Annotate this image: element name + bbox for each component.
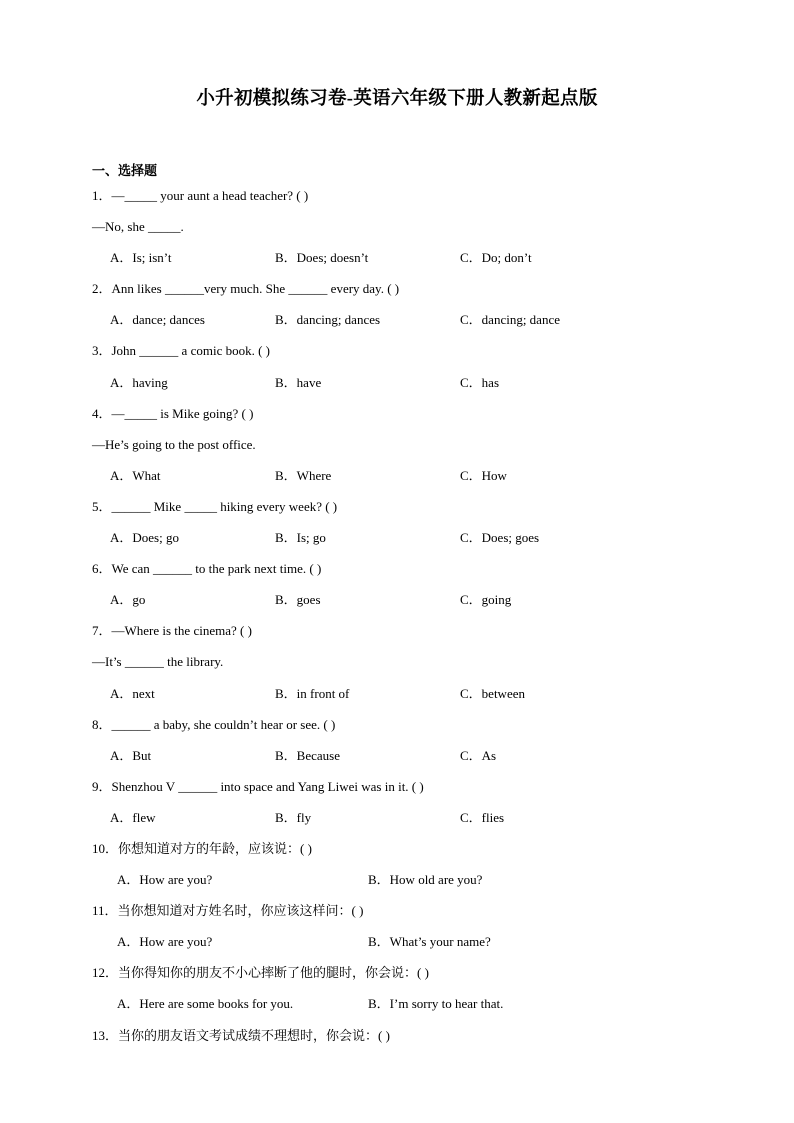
question-item: [0, 180, 794, 273]
question-item: [0, 1020, 794, 1051]
question-stem: 3．John ______ a comic book. ( ): [92, 343, 271, 359]
question-item: [0, 615, 794, 708]
question-list: [0, 180, 794, 1051]
option-a: A．What: [110, 467, 161, 483]
question-stem: 13．当你的朋友语文考试成绩不理想时，你会说：( ): [92, 1027, 390, 1043]
option-b: B．fly: [275, 809, 312, 825]
option-a: A．How are you?: [117, 934, 213, 950]
question-item: [0, 895, 794, 957]
option-c: C．As: [460, 747, 497, 763]
question-item: [0, 957, 794, 1019]
options-row: [0, 864, 794, 895]
option-b: B．I’m sorry to hear that.: [368, 996, 504, 1012]
question-item: [0, 553, 794, 615]
option-b: B．have: [275, 374, 322, 390]
question-stem: 6．We can ______ to the park next time. ( ): [92, 561, 322, 577]
question-stem: 7．—Where is the cinema? ( ): [92, 623, 252, 639]
question-item: [0, 335, 794, 397]
options-row: [0, 242, 794, 273]
options-row: [0, 584, 794, 615]
option-c: C．dancing; dance: [460, 312, 560, 328]
question-item: [0, 273, 794, 335]
option-b: B．Because: [275, 747, 340, 763]
option-a: A．Does; go: [110, 530, 179, 546]
option-a: A．But: [110, 747, 152, 763]
option-b: B．Is; go: [275, 530, 326, 546]
option-b: B．Does; doesn’t: [275, 250, 369, 266]
question-answer-line: —He’s going to the post office.: [92, 436, 256, 452]
question-stem: 5．______ Mike _____ hiking every week? ( ): [92, 498, 338, 514]
section-heading: 一、选择题: [92, 163, 158, 178]
question-stem: 4．—_____ is Mike going? ( ): [92, 405, 254, 421]
option-c: C．How: [460, 467, 507, 483]
options-row: [0, 522, 794, 553]
question-answer-line: —It’s ______ the library.: [92, 654, 224, 670]
option-c: C．flies: [460, 809, 505, 825]
question-stem: 10．你想知道对方的年龄，应该说：( ): [92, 840, 312, 856]
options-row: [0, 367, 794, 398]
option-b: B．goes: [275, 592, 321, 608]
options-row: [0, 802, 794, 833]
options-row: [0, 926, 794, 957]
option-a: A．Here are some books for you.: [117, 996, 294, 1012]
question-stem: 11．当你想知道对方姓名时，你应该这样问：( ): [92, 903, 364, 919]
option-b: B．in front of: [275, 685, 350, 701]
question-stem: 2．Ann likes ______very much. She ______ every day. ( ): [92, 281, 400, 297]
options-row: [0, 678, 794, 709]
question-stem: 9．Shenzhou V ______ into space and Yang Liwei was in it. ( ): [92, 778, 424, 794]
option-b: B．What’s your name?: [368, 934, 491, 950]
options-row: [0, 740, 794, 771]
option-a: A．flew: [110, 809, 156, 825]
option-c: C．has: [460, 374, 500, 390]
options-row: [0, 304, 794, 335]
option-c: C．going: [460, 592, 512, 608]
option-a: A．having: [110, 374, 168, 390]
option-a: A．next: [110, 685, 155, 701]
question-item: [0, 491, 794, 553]
option-b: B．Where: [275, 467, 332, 483]
question-item: [0, 771, 794, 833]
option-a: A．dance; dances: [110, 312, 205, 328]
question-answer-line: —No, she _____.: [92, 219, 184, 235]
option-c: C．between: [460, 685, 525, 701]
option-a: A．Is; isn’t: [110, 250, 172, 266]
question-stem: 1．—_____ your aunt a head teacher? ( ): [92, 188, 309, 203]
question-stem: 12．当你得知你的朋友不小心摔断了他的腿时，你会说：( ): [92, 965, 429, 981]
option-c: C．Does; goes: [460, 530, 540, 546]
option-b: B．dancing; dances: [275, 312, 381, 328]
option-a: A．How are you?: [117, 872, 213, 888]
question-stem: 8．______ a baby, she couldn’t hear or see. ( ): [92, 716, 336, 732]
page-title: 小升初模拟练习卷-英语六年级下册人教新起点版: [196, 89, 598, 109]
option-c: C．Do; don’t: [460, 250, 532, 266]
option-b: B．How old are you?: [368, 872, 483, 888]
question-item: [0, 398, 794, 491]
options-row: [0, 988, 794, 1019]
question-item: [0, 833, 794, 895]
question-item: [0, 709, 794, 771]
option-a: A．go: [110, 592, 146, 608]
options-row: [0, 460, 794, 491]
